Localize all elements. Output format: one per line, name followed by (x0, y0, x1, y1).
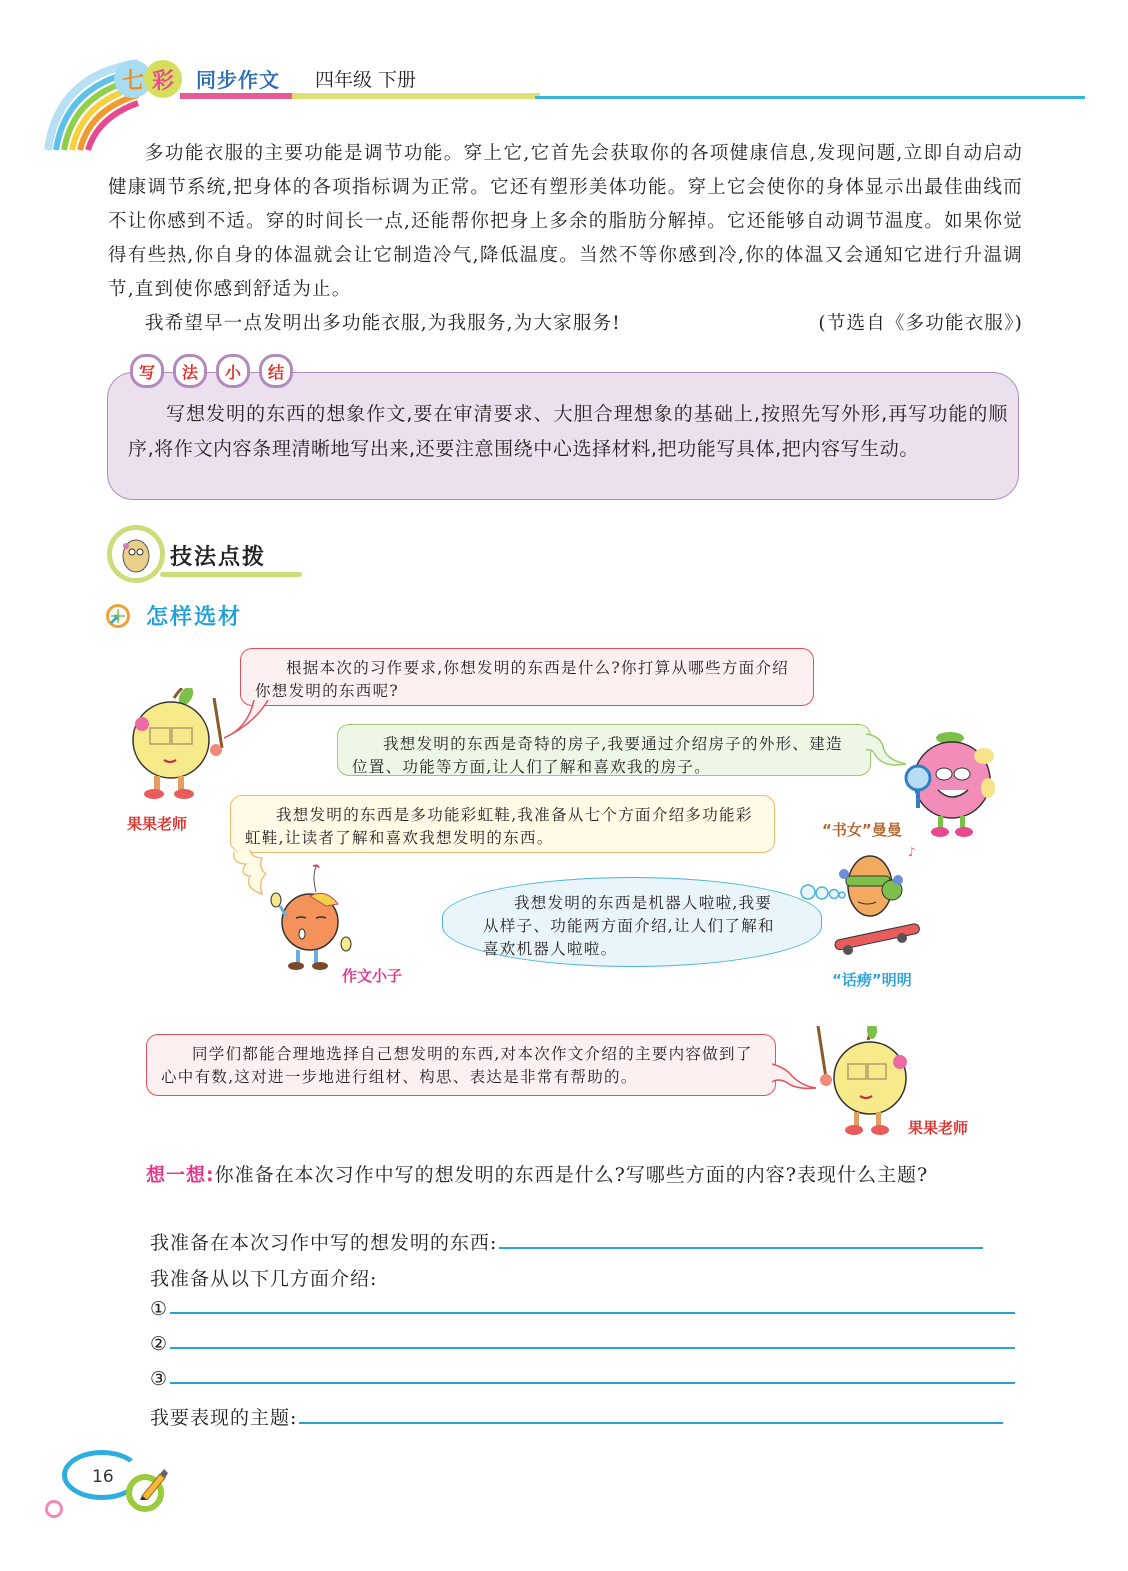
xiaozi-orange-mascot-icon (266, 862, 356, 974)
teacher-conclusion-bubble (146, 1034, 776, 1096)
aspect-number-3: ③ (150, 1368, 169, 1390)
logo-qi: 七 (114, 60, 152, 98)
mascot-badge-icon (107, 525, 165, 583)
teacher-label-2: 果果老师 (908, 1119, 969, 1137)
summary-tag-4: 结 (259, 354, 293, 388)
aspect-row-1 (150, 1298, 1015, 1320)
bubble-tail-icon (224, 700, 274, 740)
summary-text (128, 397, 1008, 467)
page-pink-ring (45, 1500, 63, 1518)
invention-question: 我准备在本次习作中写的想发明的东西: (150, 1232, 498, 1254)
think-label: 想一想: (146, 1164, 215, 1186)
section-title: 技法点拨 (170, 545, 267, 570)
excerpt-text (108, 137, 1023, 341)
manman-peach-mascot-icon (900, 728, 1006, 840)
aspect-answer-line-2[interactable] (170, 1347, 1015, 1349)
summary-tag-1: 写 (130, 354, 164, 388)
xiaozi-label: 作文小子 (342, 967, 403, 985)
mingming-bubble (442, 877, 822, 967)
excerpt-paragraph-1: 多功能衣服的主要功能是调节功能。穿上它,它首先会获取你的各项健康信息,发现问题,立即自动启动健康调节系统,把身体的各项指标调为正常。它还有塑形美体功能。穿上它会使你的身体显示出最佳曲线而不让你感到不适。穿的时间长一点,还能帮你把身上多余的脂肪分解掉。它还能够自动调节温度。如果你觉得有些热,你自身的体温就会让它制造冷气,降低温度。当然不等你感到冷,你的体温又会通知它进行升温调节,直到使你感到舒适为止。 (108, 143, 1023, 300)
potato-mascot-icon (112, 530, 160, 578)
mingming-mango-skateboard-icon (828, 846, 926, 958)
grade-label: 四年级 下册 (315, 69, 417, 91)
manman-label: “书女”曼曼 (822, 821, 902, 839)
aspects-row (150, 1264, 377, 1291)
teacher-apple-mascot-icon (808, 1026, 918, 1138)
section-title-underline (160, 572, 302, 577)
header-rule-blue (535, 96, 1085, 99)
aspect-row-3 (150, 1368, 1015, 1390)
mingming-label: “话痨”明明 (832, 971, 912, 989)
manman-bubble (337, 724, 871, 776)
aspect-number-2: ② (150, 1333, 169, 1355)
bubble-text: 同学们都能合理地选择自己想发明的东西,对本次作文介绍的主要内容做到了心中有数,这对进一步地进行组材、构思、表达是非常有帮助的。 (161, 1045, 753, 1086)
aspect-answer-line-1[interactable] (170, 1312, 1015, 1314)
xiaozi-bubble (230, 795, 775, 853)
pencil-icon (138, 1466, 168, 1500)
bubble-text: 我想发明的东西是机器人啦啦,我要从样子、功能两方面介绍,让人们了解和喜欢机器人啦啦。 (483, 894, 775, 958)
series-title: 同步作文 (196, 68, 280, 92)
think-prompt (108, 1158, 1023, 1193)
logo-cai: 彩 (144, 60, 182, 98)
summary-tag-3: 小 (216, 354, 250, 388)
excerpt-source: (节选自《多功能衣服》) (818, 313, 1023, 334)
excerpt-closing-line (108, 307, 1023, 341)
aspect-row-2 (150, 1333, 1015, 1355)
summary-paragraph: 写想发明的东西的想象作文,要在审清要求、大胆合理想象的基础上,按照先写外形,再写功能的顺序,将作文内容条理清晰地写出来,还要注意围绕中心选择材料,把功能写具体,把内容写生动。 (128, 403, 1008, 460)
teacher-apple-mascot-icon (116, 688, 236, 803)
bubble-text: 根据本次的习作要求,你想发明的东西是什么?你打算从哪些方面介绍你想发明的东西呢? (255, 659, 790, 700)
theme-row (150, 1403, 1003, 1430)
theme-question: 我要表现的主题: (150, 1407, 298, 1429)
teacher-question-bubble (240, 648, 814, 706)
page-number: 16 (92, 1467, 114, 1487)
think-question: 你准备在本次习作中写的想发明的东西是什么?写哪些方面的内容?表现什么主题? (214, 1164, 929, 1186)
excerpt-paragraph-2: 我希望早一点发明出多功能衣服,为我服务,为大家服务! (145, 313, 621, 334)
theme-answer-line[interactable] (299, 1422, 1003, 1424)
invention-row (150, 1228, 983, 1255)
subsection-title: 怎样选材 (146, 604, 243, 630)
teacher-label-1: 果果老师 (127, 815, 188, 833)
invention-answer-line[interactable] (499, 1247, 983, 1249)
svg-text:♪: ♪ (908, 846, 916, 859)
bubble-text: 我想发明的东西是多功能彩虹鞋,我准备从七个方面介绍多功能彩虹鞋,让读者了解和喜欢我想发明的东西。 (245, 806, 753, 847)
header-rule-pink (180, 93, 295, 99)
summary-tag-2: 法 (173, 354, 207, 388)
arrow-badge-icon (106, 604, 130, 628)
aspect-number-1: ① (150, 1298, 169, 1320)
bubble-text: 我想发明的东西是奇特的房子,我要通过介绍房子的外形、建造位置、功能等方面,让人们了解和喜欢我的房子。 (352, 735, 843, 776)
header-rule-yellow (292, 93, 540, 99)
aspect-answer-line-3[interactable] (170, 1382, 1015, 1384)
aspects-question: 我准备从以下几方面介绍: (150, 1268, 378, 1290)
